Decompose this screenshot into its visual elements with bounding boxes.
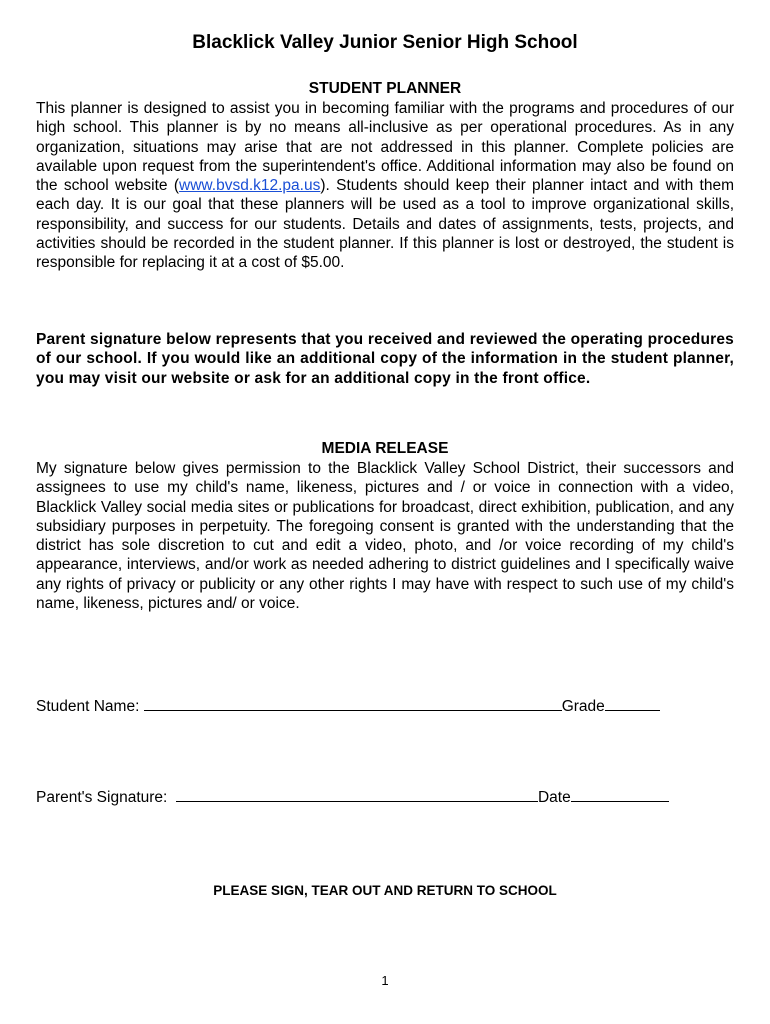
date-label: Date — [537, 789, 571, 806]
return-instruction: PLEASE SIGN, TEAR OUT AND RETURN TO SCHOOL — [213, 883, 557, 898]
school-title: Blacklick Valley Junior Senior High School — [192, 32, 578, 53]
parent-signature-field[interactable] — [176, 787, 538, 802]
planner-intro-text-end: ). Students should keep their planner intact and with them each day. It is our goal that these planners will be used as a tool to improve organizational skills, responsibility, and success for our students. Details and dates of assignments, tests, projects, and activities should be recorded in the student planner. If this planner is lost or destroyed, the student is responsible for replacing it at a cost of $5.00. — [36, 177, 734, 272]
document-page — [36, 0, 734, 1024]
student-name-label: Student Name: — [36, 698, 140, 715]
planner-intro-text-start: This planner is designed to assist you in becoming familiar with the programs and procedures of our high school. This planner is by no means all-inclusive as per operational procedures. As in any organization, situations may arise that are not addressed in this planner. Complete policies are available upon request from the superintendent's office. Additional information may also be found on the school website ( — [36, 100, 734, 195]
parent-signature-row — [36, 787, 734, 808]
planner-intro-paragraph — [36, 99, 734, 273]
student-name-field[interactable] — [144, 696, 562, 711]
grade-label: Grade — [561, 698, 605, 715]
date-field[interactable] — [571, 787, 669, 802]
page-number: 1 — [381, 973, 389, 988]
media-release-paragraph: My signature below gives permission to the Blacklick Valley School District, their successors and assignees to use my child's name, likeness, pictures and / or voice in connection with a video, Blacklick Valley social media sites or publications for broadcast, direct exhibition, publication, and any subsidiary purposes in perpetuity. The foregoing consent is granted with the understanding that the district has sole discretion to cut and edit a video, photo, and /or voice recording of my child's appearance, interviews, and/or work as needed adhering to district guidelines and I specifically waive any rights of privacy or publicity or any other rights I may have with respect to such use of my child's name, likeness, pictures and/ or voice. — [36, 460, 734, 613]
school-website-link[interactable]: www.bvsd.k12.pa.us — [179, 177, 321, 195]
grade-field[interactable] — [605, 696, 660, 711]
parent-notice-paragraph: Parent signature below represents that you received and reviewed the operating procedures of our school. If you would like an additional copy of the information in the student planner, you may visit our website or ask for an additional copy in the front office. — [36, 331, 734, 387]
student-planner-heading: STUDENT PLANNER — [308, 80, 462, 97]
media-release-heading: MEDIA RELEASE — [321, 440, 449, 457]
parent-signature-label: Parent's Signature: — [36, 789, 168, 806]
student-name-row — [36, 696, 734, 717]
